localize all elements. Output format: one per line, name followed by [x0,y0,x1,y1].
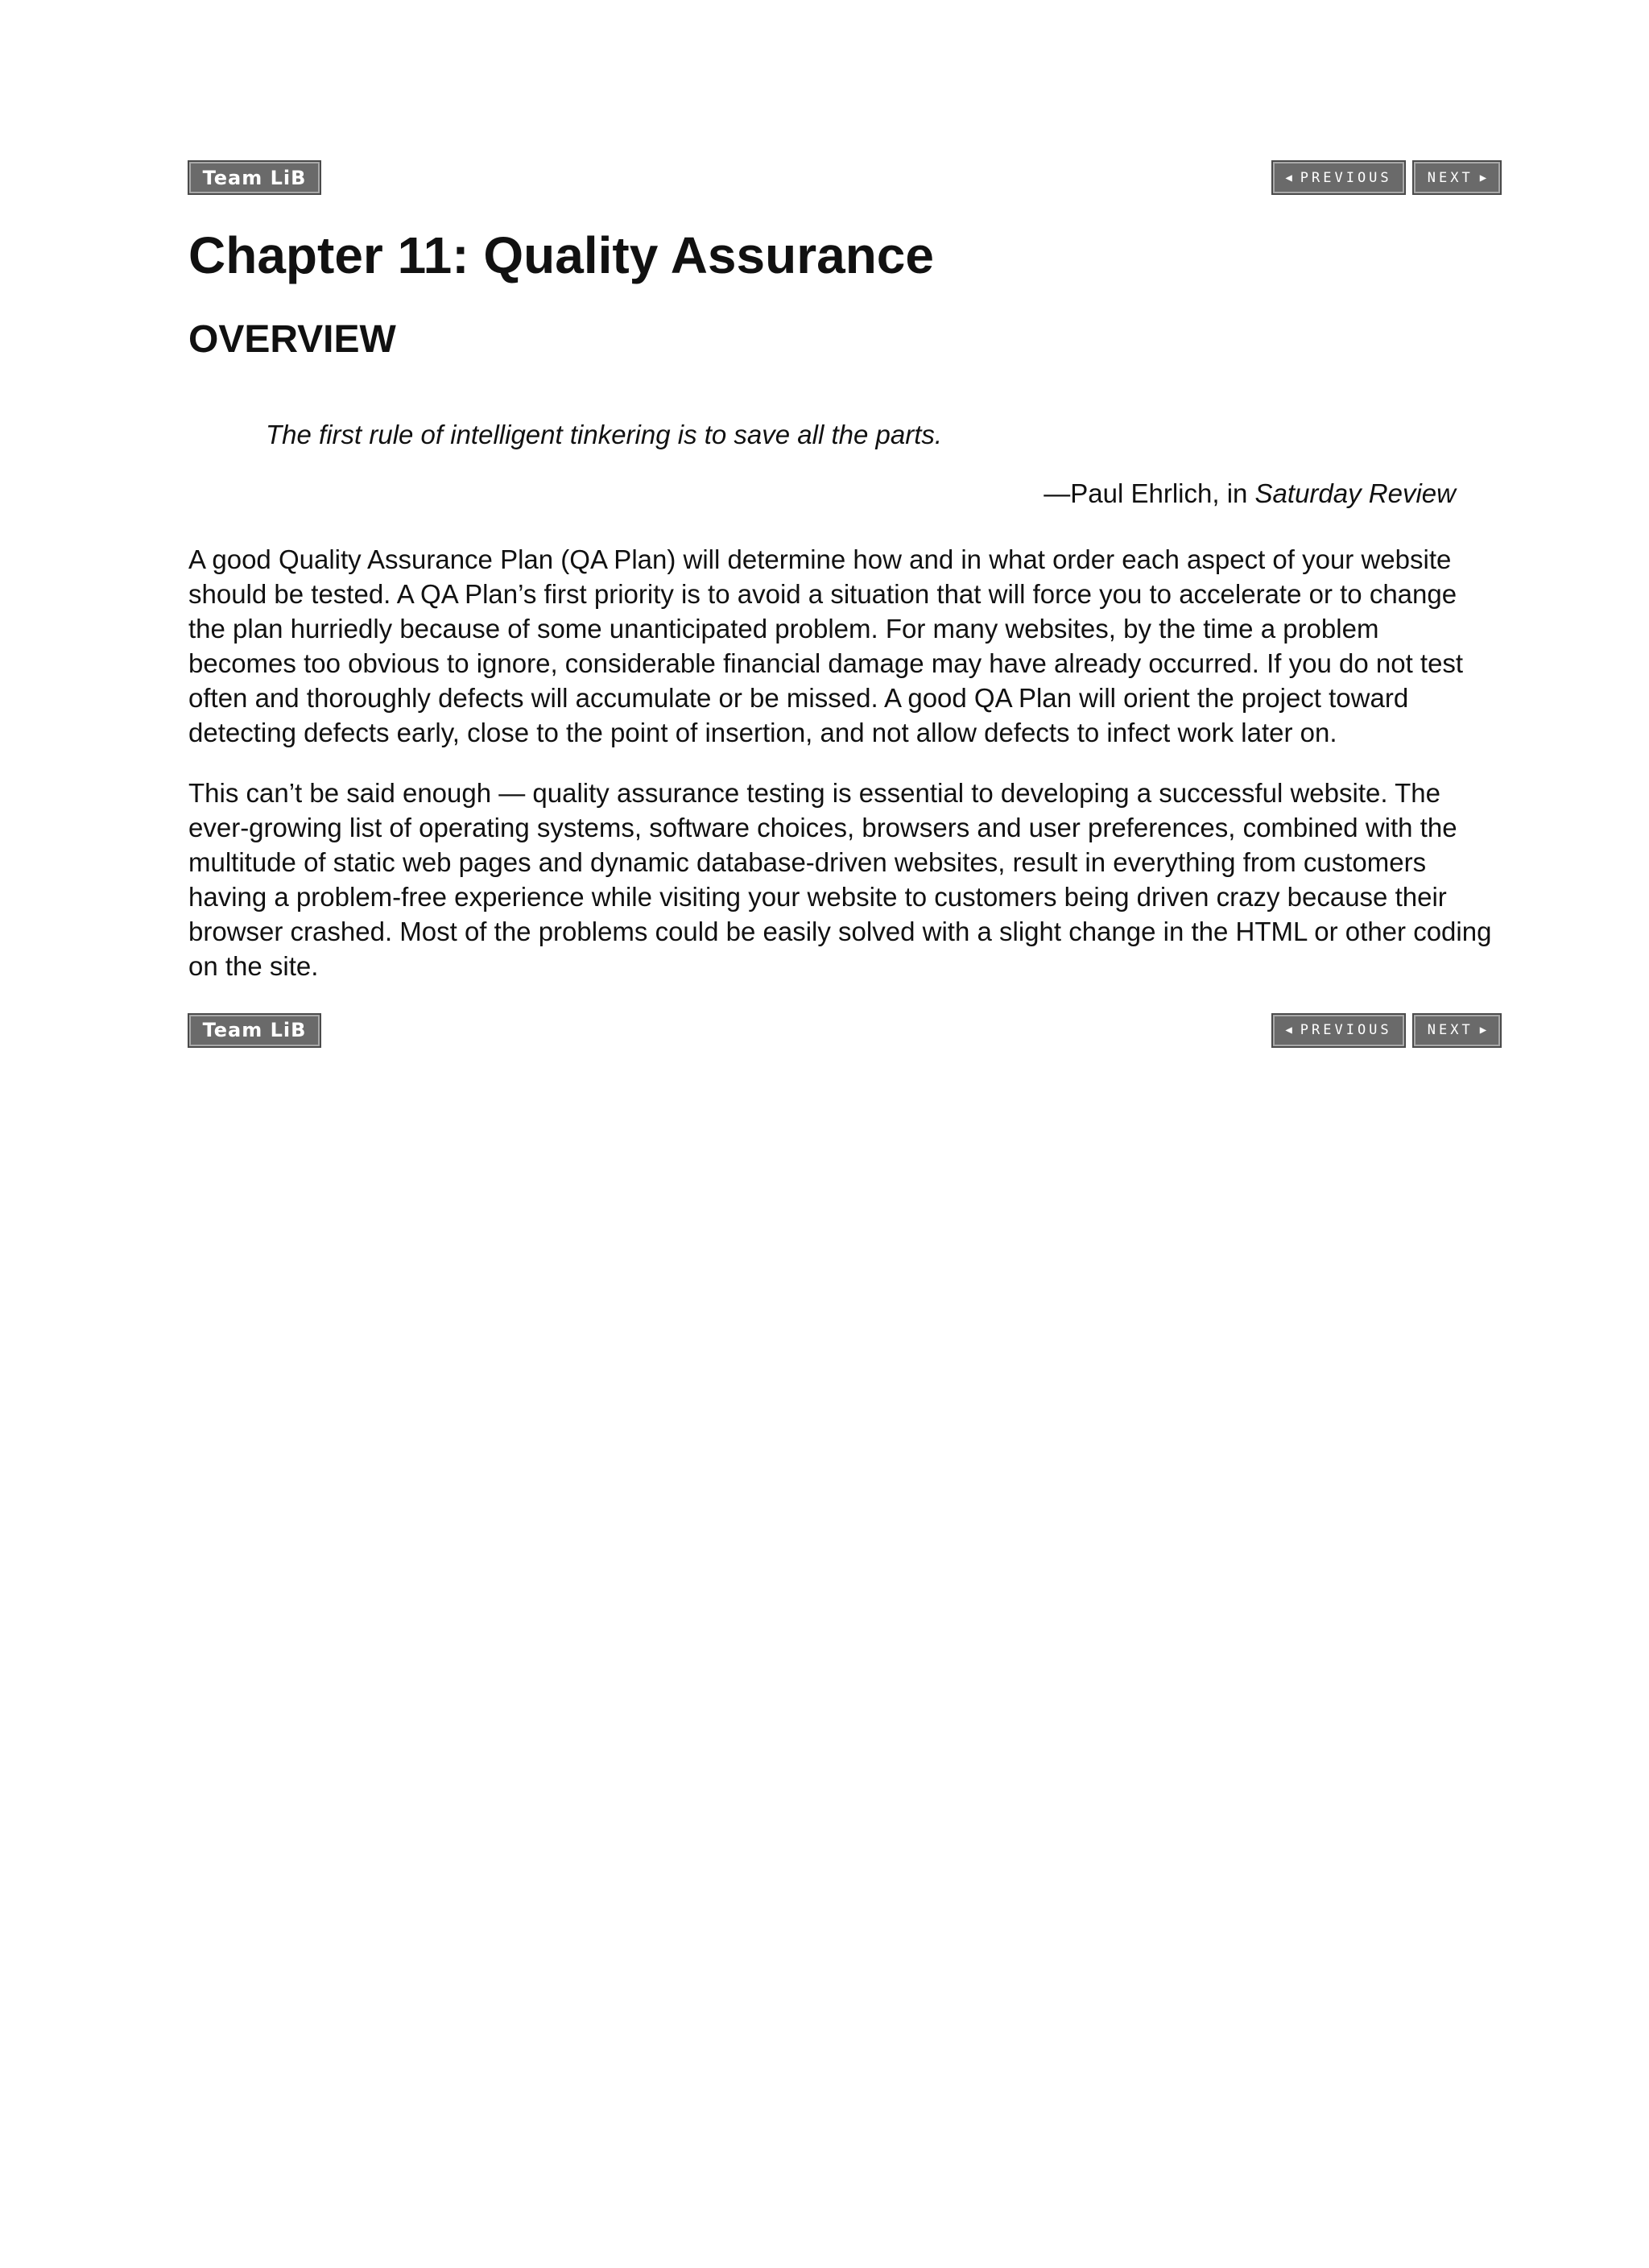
chapter-title: Chapter 11: Quality Assurance [188,226,934,284]
top-navigation-bar [188,161,1501,195]
next-label: NEXT [1427,169,1473,186]
body-paragraph: This can’t be said enough — quality assurance testing is essential to developing a successful website. The ever-growing list of operating systems, software choices, browsers and user preferences, combined with the multitude of static web pages and dynamic database-driven websites, result in everything from customers having a problem-free experience while visiting your website to customers being driven crazy because their browser crashed. Most of the problems could be easily solved with a slight change in the HTML or other coding on the site. [188,777,1492,981]
epigraph-quote: The first rule of intelligent tinkering is to save all the parts. [266,420,943,450]
left-arrow-icon: ◀ [1285,1024,1292,1037]
left-arrow-icon: ◀ [1285,171,1292,184]
next-button[interactable] [1413,1014,1501,1047]
team-lib-button[interactable] [188,161,320,194]
pagination-controls [1272,1014,1501,1047]
previous-label: PREVIOUS [1300,169,1392,186]
section-heading: OVERVIEW [188,318,396,362]
right-arrow-icon: ▶ [1479,1024,1487,1037]
epigraph-attribution [188,477,1456,511]
previous-label: PREVIOUS [1300,1022,1392,1039]
previous-button[interactable] [1272,1014,1405,1047]
previous-button[interactable] [1272,161,1405,194]
team-lib-label: Team LiB [202,1019,307,1042]
attribution-author: —Paul Ehrlich, in [1044,478,1255,509]
page-content [188,161,1501,1048]
right-arrow-icon: ▶ [1479,171,1487,184]
bottom-navigation-bar [188,1014,1501,1048]
body-paragraph: A good Quality Assurance Plan (QA Plan) will determine how and in what order each aspect of your website should be tested. A QA Plan’s first priority is to avoid a situation that will force you to accelerate or to change the plan hurriedly because of some unanticipated problem. For many websites, by the time a problem becomes too obvious to ignore, considerable financial damage may have already occurred. If you do not test often and thoroughly defects will accumulate or be missed. A good QA Plan will orient the project toward detecting defects early, close to the point of insertion, and not allow defects to infect work later on. [188,544,1464,747]
next-button[interactable] [1413,161,1501,194]
next-label: NEXT [1427,1022,1473,1039]
team-lib-label: Team LiB [202,166,307,189]
attribution-source: Saturday Review [1254,478,1456,509]
pagination-controls [1272,161,1501,194]
team-lib-button[interactable] [188,1014,320,1047]
